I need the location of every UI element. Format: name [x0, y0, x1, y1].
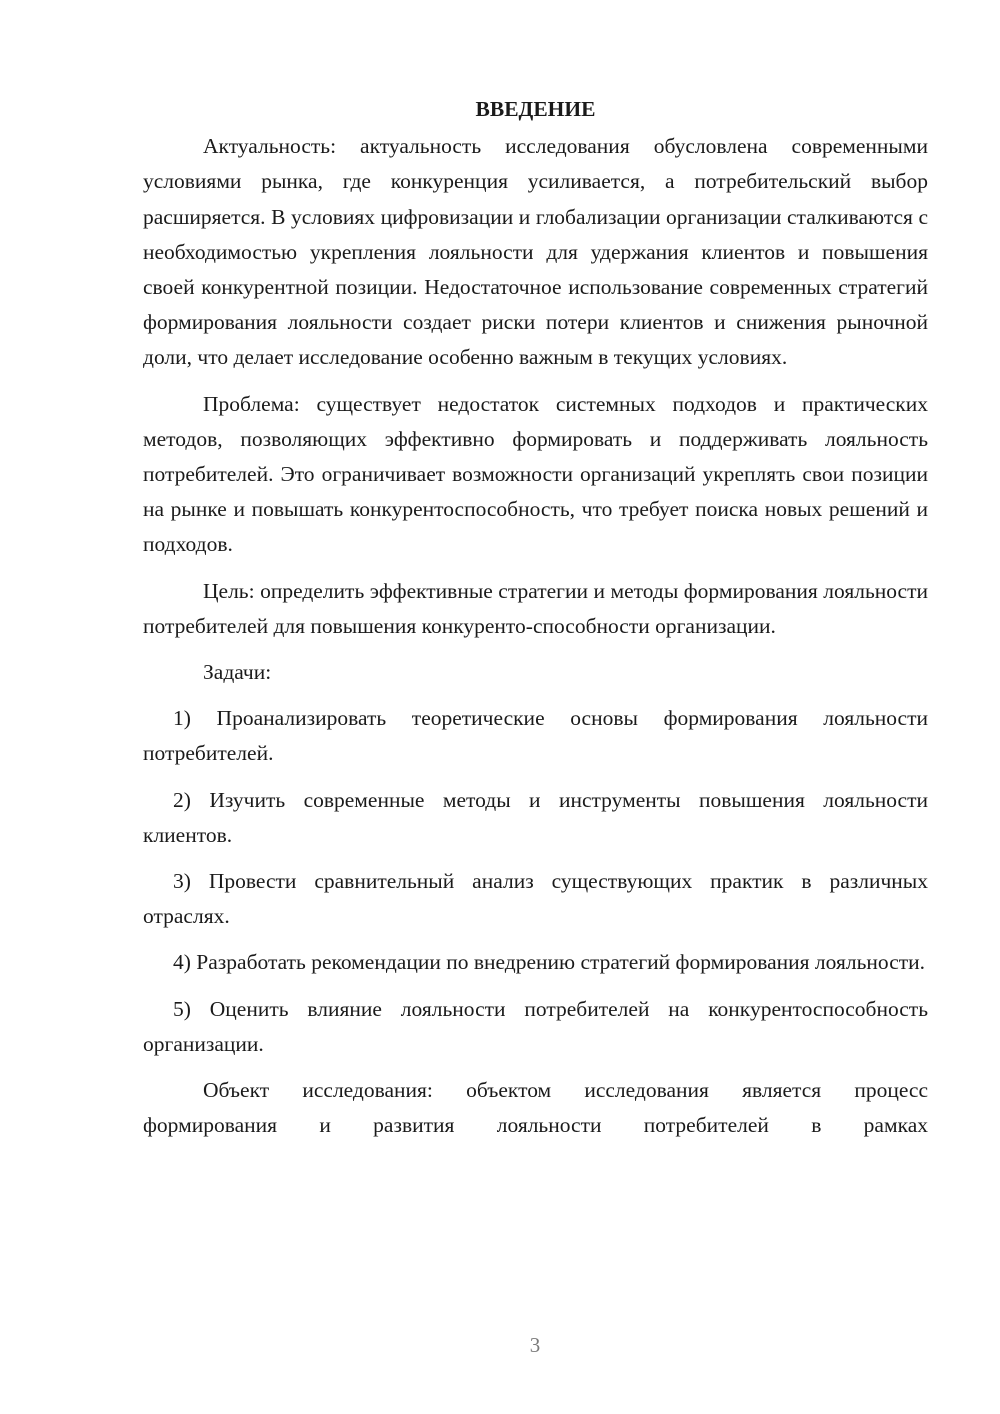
- page-number: 3: [529, 1333, 541, 1357]
- task-item-2: 2) Изучить современные методы и инструменты повышения лояльности клиентов.: [143, 787, 928, 847]
- task-item-4: 4) Разработать рекомендации по внедрению стратегий формирования лояльности.: [173, 950, 926, 975]
- paragraph-tasks-heading: Задачи:: [203, 660, 272, 685]
- paragraph-object: Объект исследования: объектом исследования является процесс формирования и развития лояльности потребителей в рамках: [143, 1078, 928, 1138]
- paragraph-relevance: Актуальность: актуальность исследования обусловлена современными условиями рынка, где конкуренция усиливается, а потребительский выбор расширяется. В условиях цифровизации и глобализации организации сталкиваются с необходимостью укрепления лояльности для удержания клиентов и повышения своей конкурентной позиции. Недостаточное использование современных стратегий формирования лояльности создает риски потери клиентов и снижения рыночной доли, что делает исследование особенно важным в текущих условиях.: [143, 134, 928, 370]
- section-title: ВВЕДЕНИЕ: [475, 97, 596, 121]
- document-page: [143, 92, 928, 1154]
- task-item-3: 3) Провести сравнительный анализ существующих практик в различных отраслях.: [143, 869, 928, 929]
- paragraph-goal: Цель: определить эффективные стратегии и методы формирования лояльности потребителей для повышения конкуренто-способности организации.: [143, 578, 928, 638]
- task-item-1: 1) Проанализировать теоретические основы формирования лояльности потребителей.: [143, 706, 928, 766]
- task-item-5: 5) Оценить влияние лояльности потребителей на конкурентоспособность организации.: [143, 996, 928, 1056]
- paragraph-problem: Проблема: существует недостаток системных подходов и практических методов, позволяющих эффективно формировать и поддерживать лояльность потребителей. Это ограничивает возможности организаций укреплять свои позиции на рынке и повышать конкурентоспособность, что требует поиска новых решений и подходов.: [143, 391, 928, 557]
